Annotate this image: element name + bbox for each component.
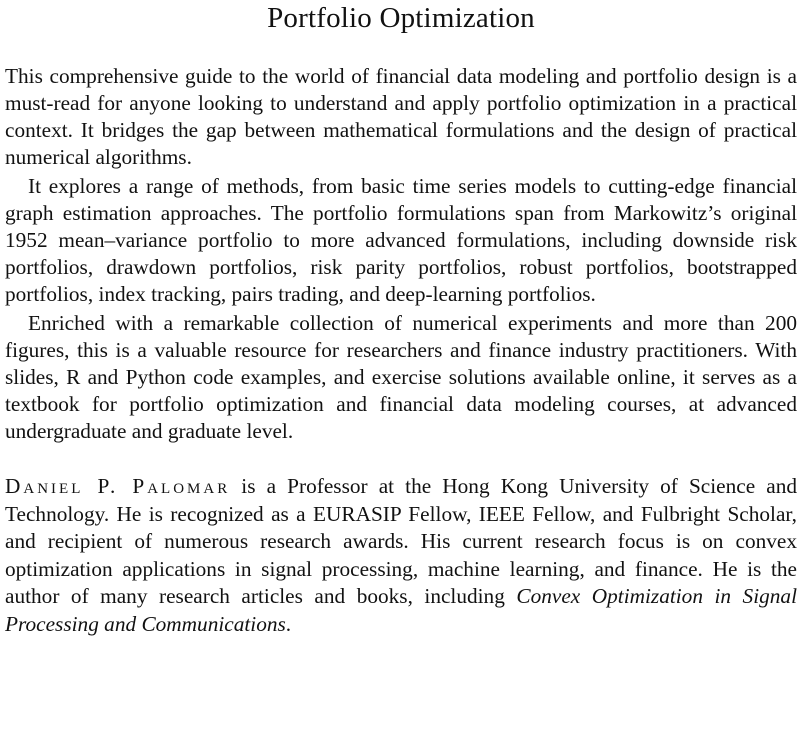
book-title: Portfolio Optimization [267, 2, 535, 34]
description-paragraph-3: Enriched with a remarkable collection of numerical experiments and more than 200 figures, this is a valuable resource for researchers and finance industry practitioners. With slides, R and Python code examples, and exercise solutions available online, it serves as a textbook for portfolio optimization and financial data modeling courses, at advanced undergraduate and graduate level. [5, 311, 797, 443]
book-description [5, 63, 797, 445]
description-paragraph-1: This comprehensive guide to the world of financial data modeling and portfolio design is a must-read for anyone looking to understand and apply portfolio optimization in a practical context. It bridges the gap between mathematical formulations and the design of practical numerical algorithms. [5, 64, 797, 169]
author-biography [5, 473, 797, 638]
description-paragraph-2: It explores a range of methods, from basic time series models to cutting-edge financial graph estimation approaches. The portfolio formulations span from Markowitz’s original 1952 mean–variance portfolio to more advanced formulations, including downside risk portfolios, drawdown portfolios, risk parity portfolios, robust portfolios, bootstrapped portfolios, index tracking, pairs trading, and deep-learning portfolios. [5, 174, 797, 306]
author-name: Daniel P. Palomar [5, 474, 231, 498]
author-bio-end: . [285, 611, 292, 636]
author-bio-text: is a Professor at the Hong Kong University of Science and Technology. He is recognized as a EURASIP Fellow, IEEE Fellow, and Fulbright Scholar, and recipient of numerous research awards. His current research focus is on convex optimization applications in signal processing, machine learning, and finance. He is the author of many research articles and books, including [5, 474, 798, 608]
referenced-book-title: Convex Optimization in Signal Processing and Communications [5, 584, 797, 636]
